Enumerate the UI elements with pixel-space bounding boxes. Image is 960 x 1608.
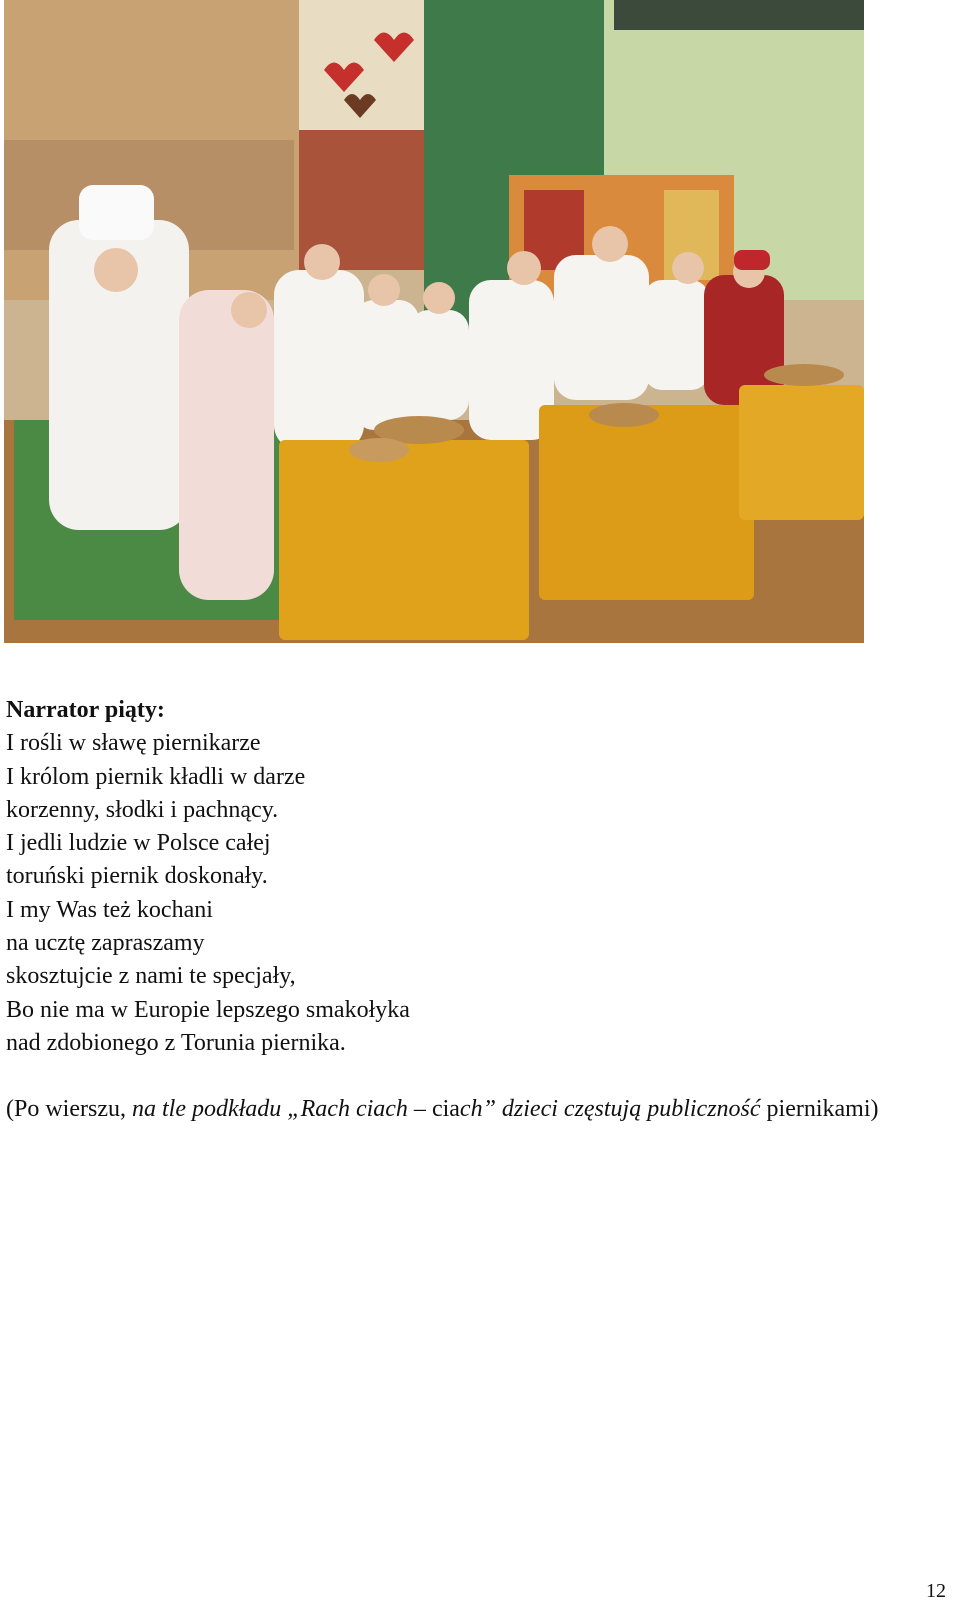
poem-line: I my Was też kochani xyxy=(6,896,213,923)
poem-line: I królom piernik kładli w darze xyxy=(6,763,306,790)
chef-hat xyxy=(79,185,154,240)
child-face xyxy=(507,251,541,285)
poem-line: I rośli w sławę piernikarze xyxy=(6,730,261,757)
poem-line: I jedli ludzie w Polsce całej xyxy=(6,830,271,857)
poem-line: na ucztę zapraszamy xyxy=(6,930,205,957)
child-princess xyxy=(179,290,274,600)
child-face xyxy=(423,282,455,314)
child-face xyxy=(304,244,340,280)
child-girl xyxy=(409,310,469,420)
stage-direction xyxy=(6,1093,936,1126)
child-face xyxy=(94,248,138,292)
gold-table xyxy=(539,405,754,600)
child-girl xyxy=(274,270,364,450)
stage-direction-italic: na tle podkładu „Rach ciach – xyxy=(131,1096,432,1122)
poem-heading: Narrator piąty: xyxy=(6,697,165,723)
stage-direction-text: cia xyxy=(431,1096,460,1122)
basket xyxy=(764,364,844,386)
child-girl xyxy=(554,255,649,400)
gold-table xyxy=(279,440,529,640)
stage-direction-text: piernikami) xyxy=(760,1096,879,1122)
poem xyxy=(6,694,946,1060)
window-strip xyxy=(614,0,864,30)
red-cap xyxy=(734,250,770,270)
child-girl xyxy=(644,280,709,390)
stage-direction-text: (Po wierszu, xyxy=(6,1096,132,1122)
basket xyxy=(589,403,659,427)
poem-line: nad zdobionego z Torunia piernika. xyxy=(6,1029,346,1056)
page-number: 12 xyxy=(926,1580,946,1602)
poem-line: Bo nie ma w Europie lepszego smakołyka xyxy=(6,996,410,1023)
photo-children-performance xyxy=(4,0,864,643)
child-face xyxy=(672,252,704,284)
poem-line: toruński piernik doskonały. xyxy=(6,863,268,890)
stage-direction-italic: ch” dzieci częstują publiczność xyxy=(459,1096,761,1122)
poem-line: korzenny, słodki i pachnący. xyxy=(6,796,279,823)
child-face xyxy=(592,226,628,262)
child-face xyxy=(231,292,267,328)
basket xyxy=(349,438,409,462)
poem-line: skosztujcie z nami te specjały, xyxy=(6,963,296,990)
child-face xyxy=(368,274,400,306)
gold-table xyxy=(739,385,864,520)
